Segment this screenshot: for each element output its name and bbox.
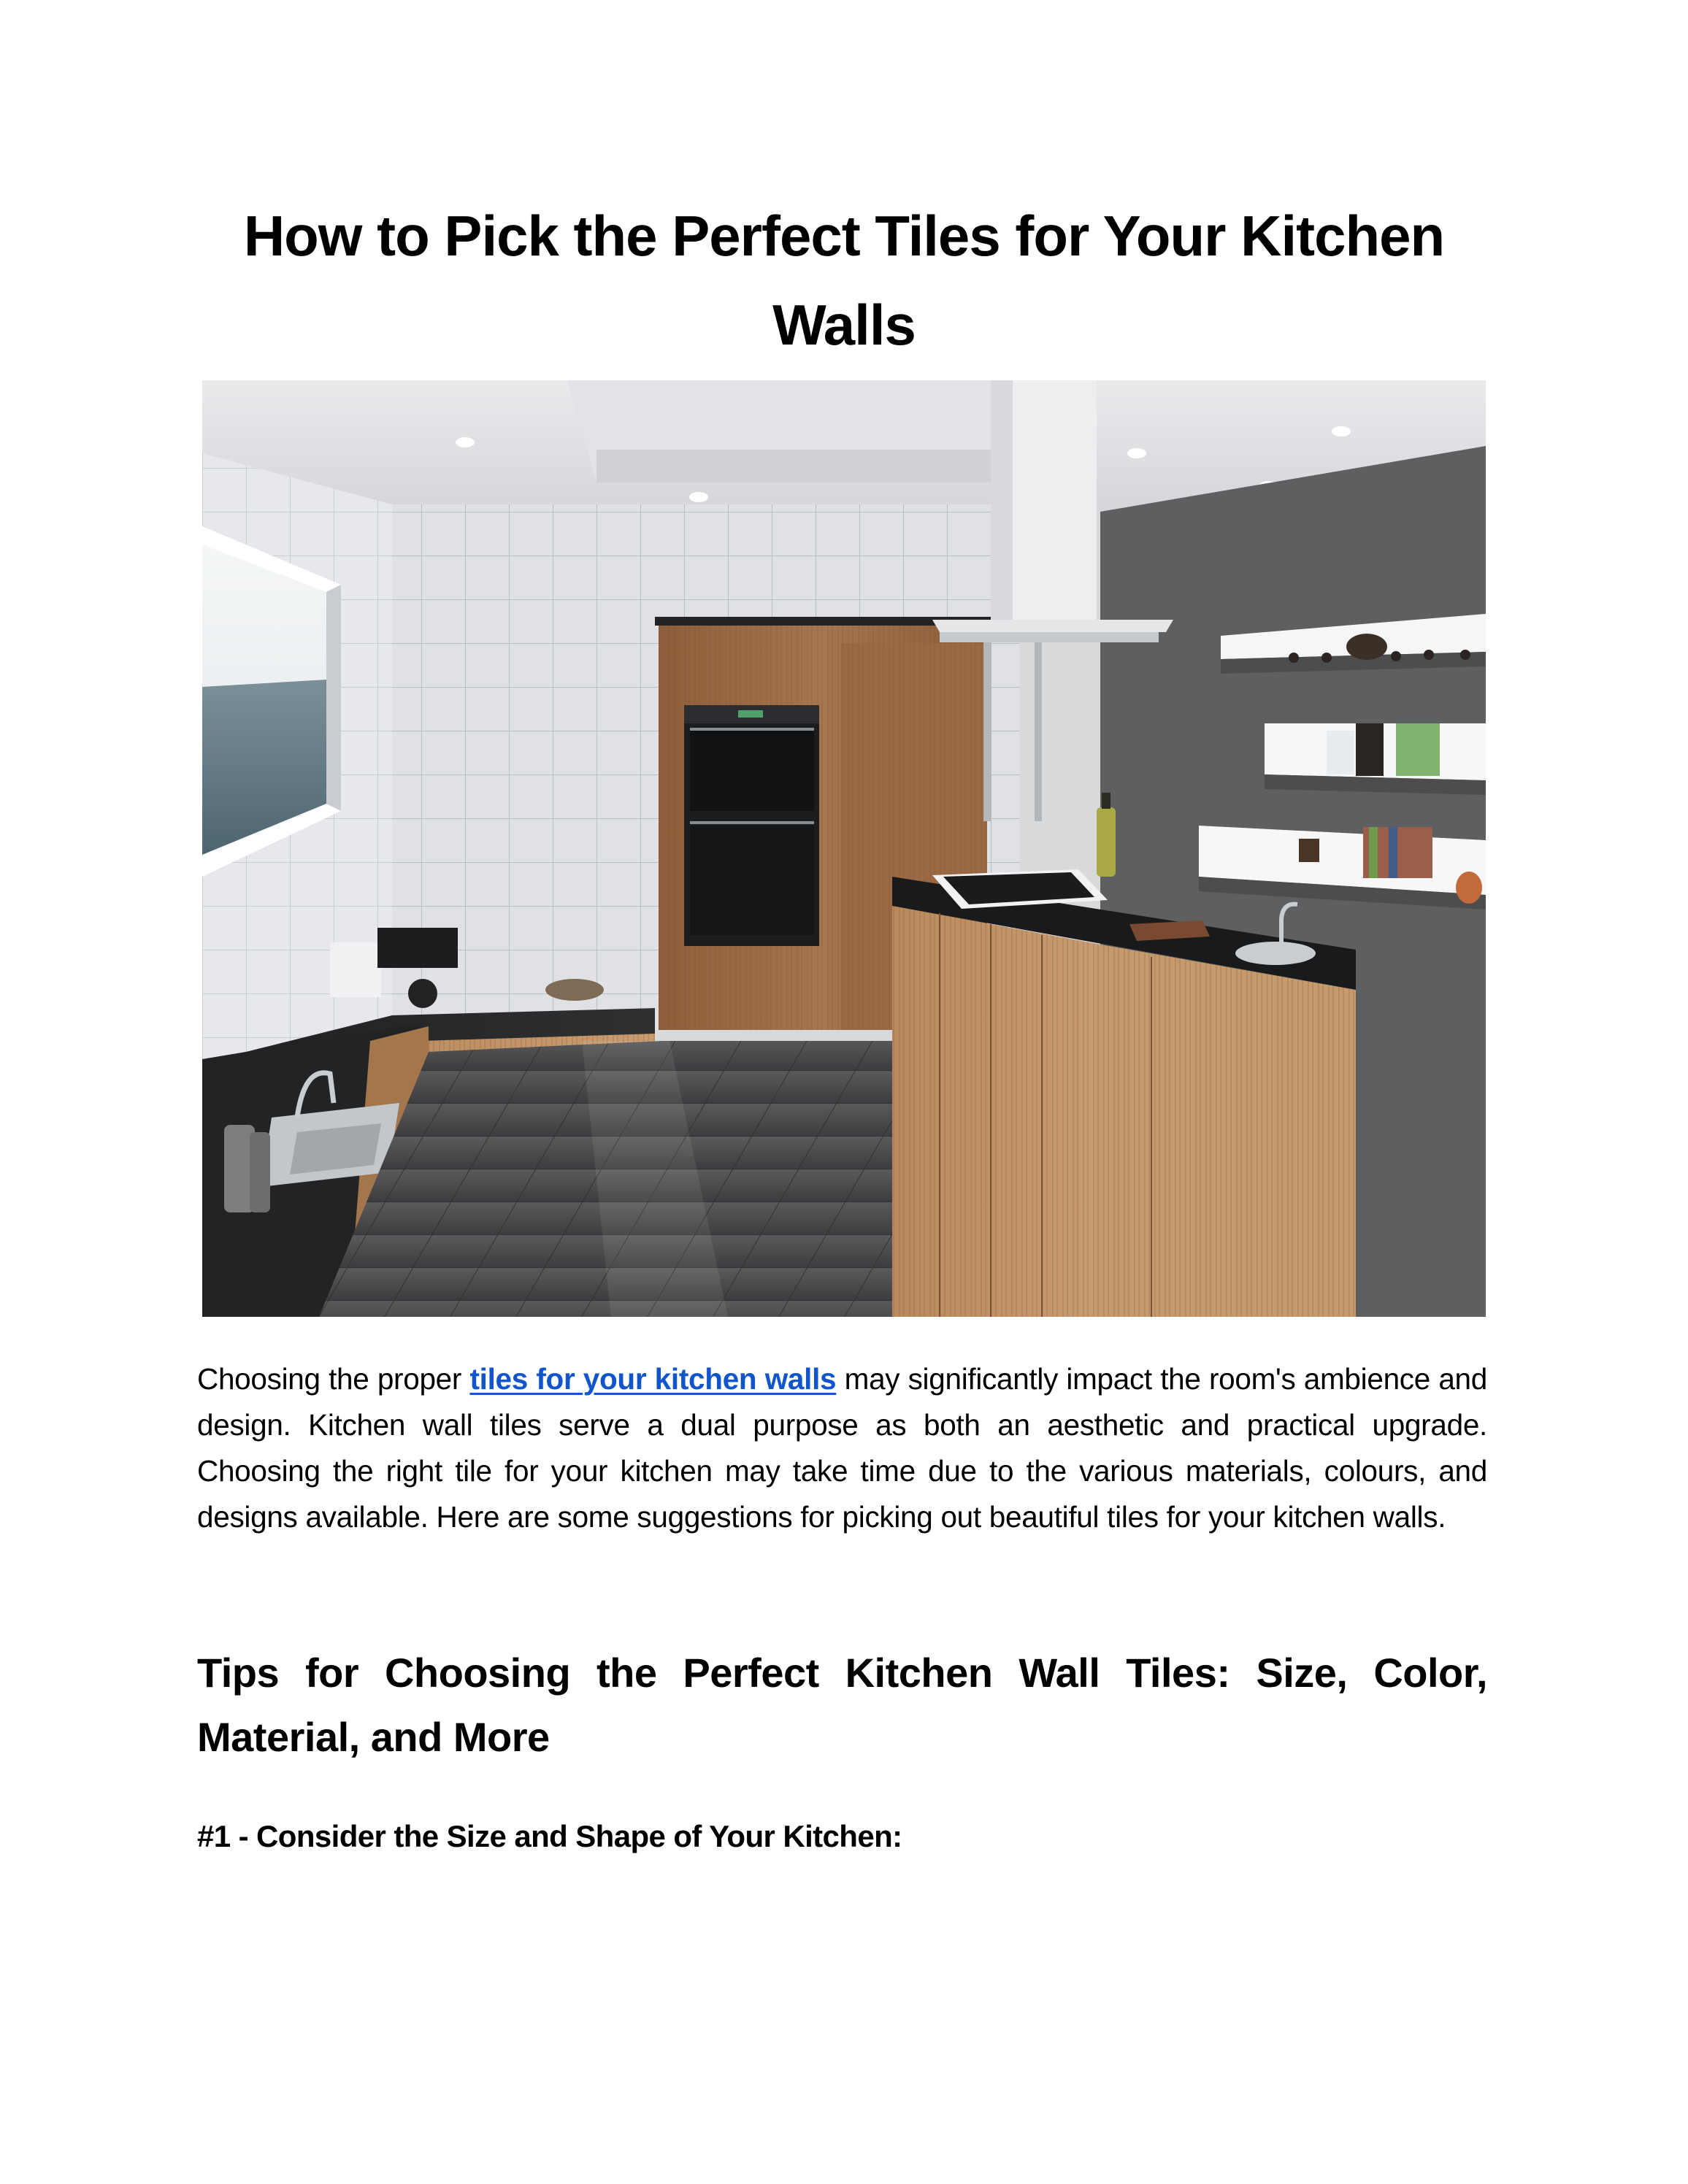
intro-paragraph (197, 1356, 1487, 1540)
page-title-line-2: Walls (772, 293, 916, 357)
page-title (197, 191, 1491, 369)
tiles-for-kitchen-walls-link[interactable]: tiles for your kitchen walls (469, 1362, 837, 1396)
section-heading: Tips for Choosing the Perfect Kitchen Wall Tiles: Size, Color, Material, and More (197, 1650, 1487, 1760)
kitchen-photo (202, 380, 1486, 1317)
intro-text-after-link: may significantly impact the room's ambience and design. Kitchen wall tiles serve a dual purpose as both an aesthetic and practical upgrade. Choosing the right tile for your kitchen may take time due to the various materials, colours, and designs available. Here are some suggestions for picking out beautiful tiles for your kitchen walls. (197, 1362, 1487, 1534)
intro-text-before-link: Choosing the proper (197, 1362, 470, 1396)
page-title-line-1: How to Pick the Perfect Tiles for Your Kitchen (243, 204, 1445, 268)
sub-heading: #1 - Consider the Size and Shape of Your Kitchen: (197, 1819, 902, 1853)
kitchen-illustration-icon (202, 380, 1486, 1317)
